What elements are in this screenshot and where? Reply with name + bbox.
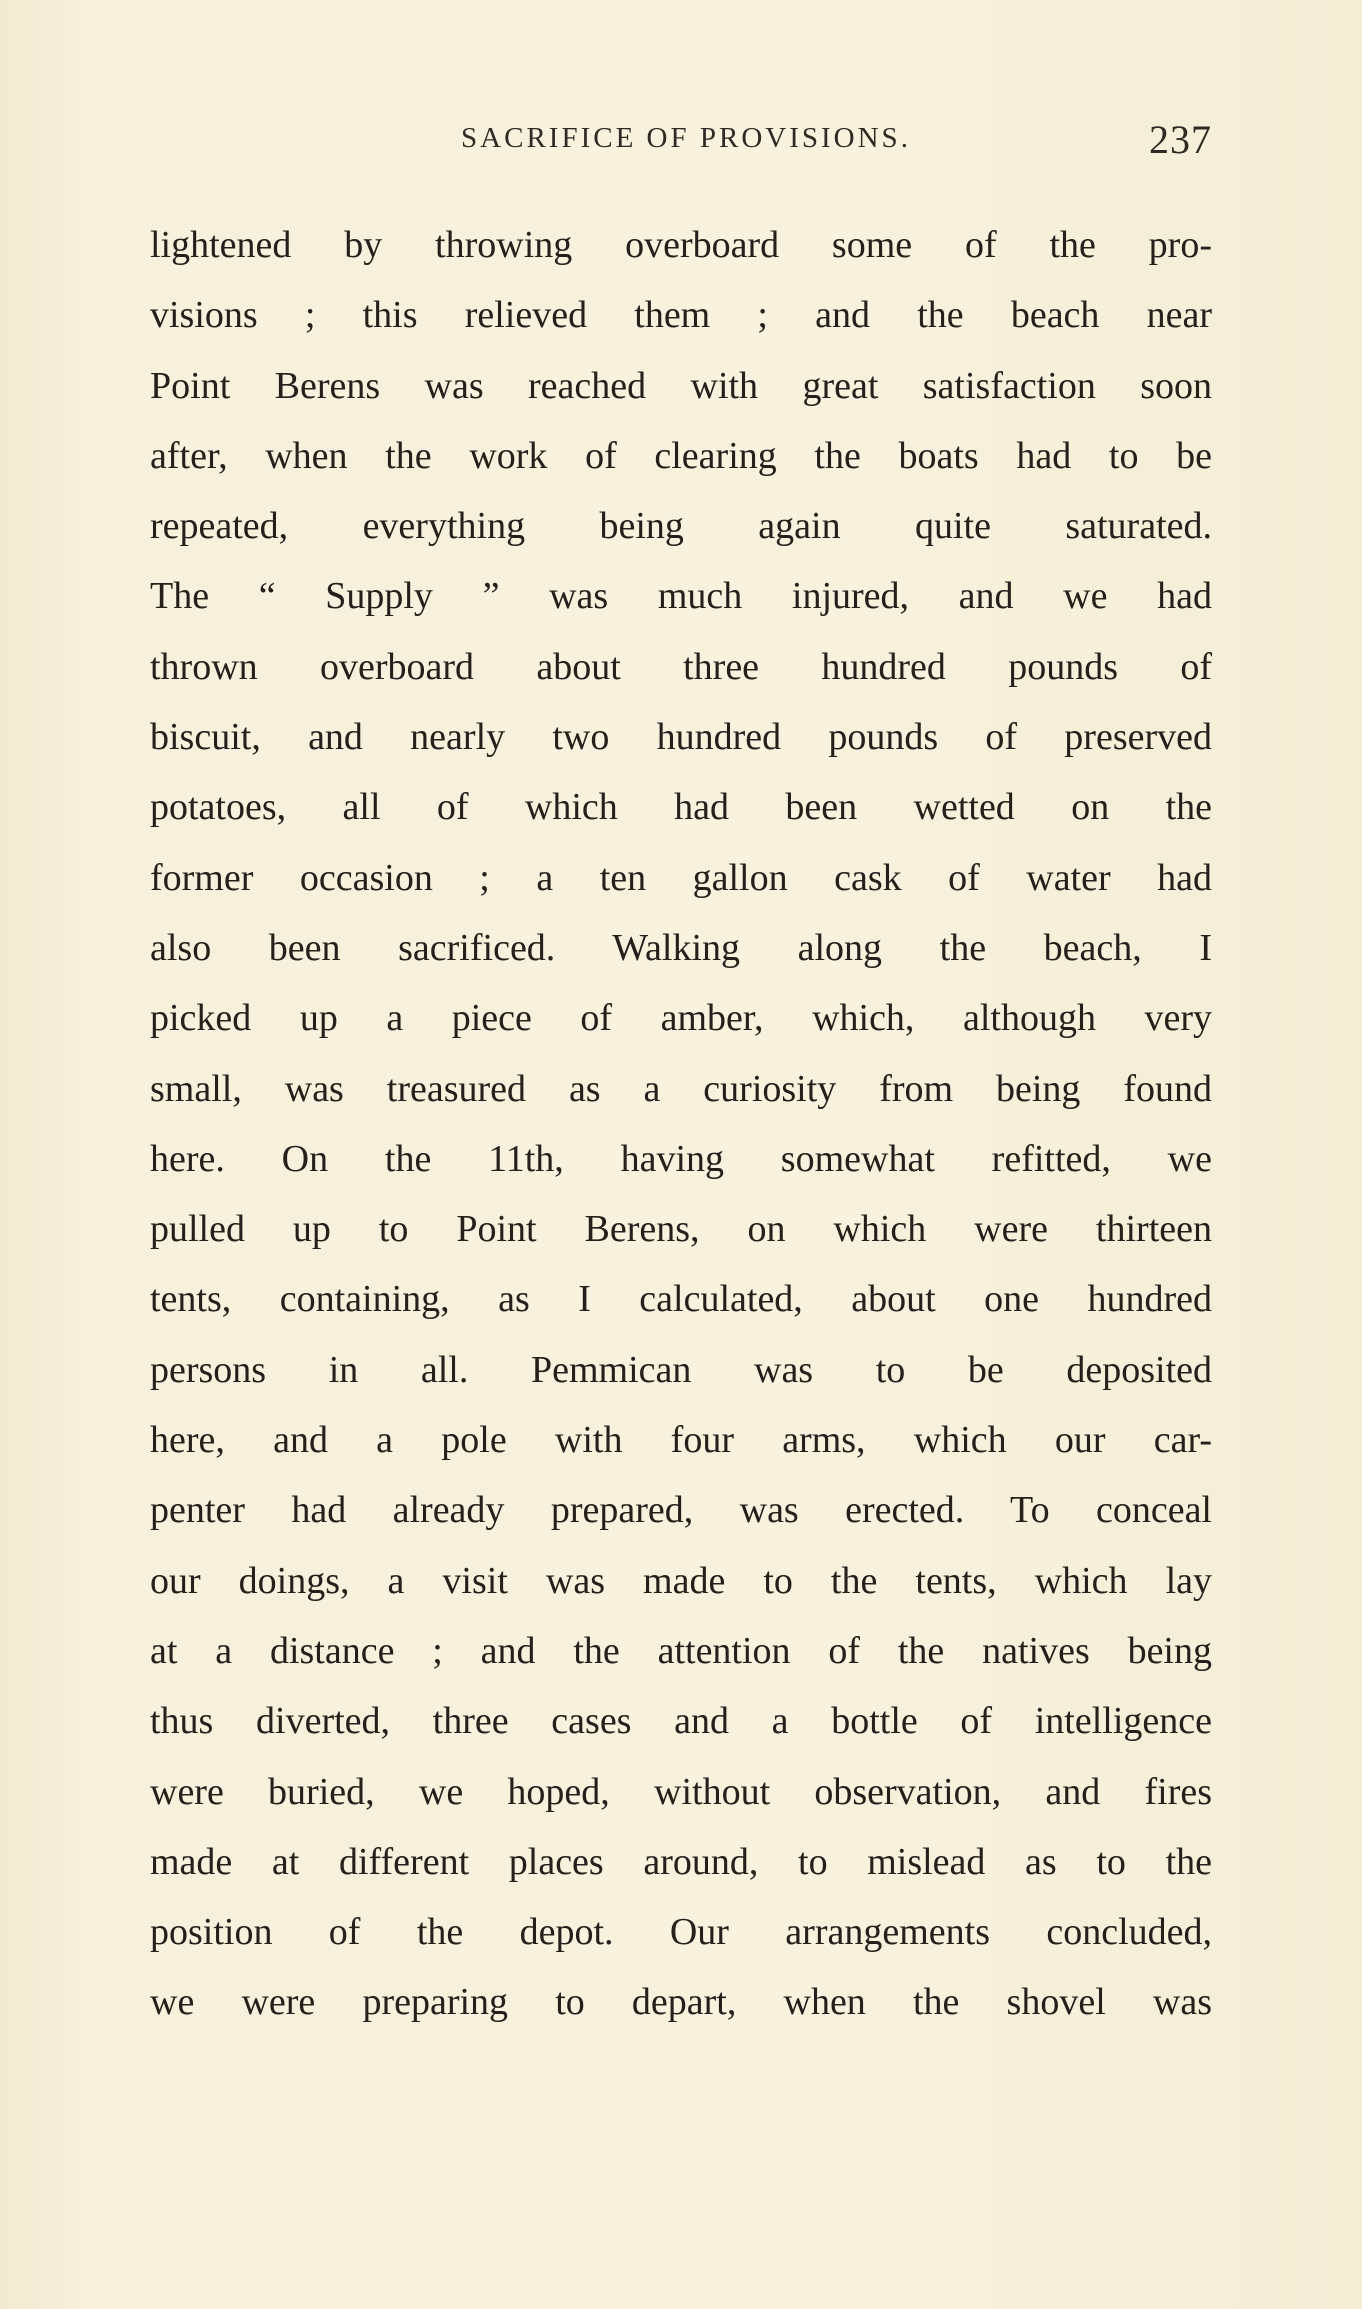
text-line: at a distance ; and the attention of the natives being bbox=[150, 1629, 1212, 1672]
text-line: biscuit, and nearly two hundred pounds of preserved bbox=[150, 716, 1212, 759]
text-line: after, when the work of clearing the boats had to be bbox=[150, 434, 1212, 477]
text-line: here. On the 11th, having somewhat refitted, we bbox=[150, 1137, 1212, 1180]
text-line: pulled up to Point Berens, on which were thirteen bbox=[150, 1208, 1212, 1251]
text-line: potatoes, all of which had been wetted on the bbox=[150, 786, 1212, 829]
text-line: picked up a piece of amber, which, although very bbox=[150, 997, 1212, 1040]
running-head bbox=[150, 117, 1212, 172]
text-line: repeated, everything being again quite saturated. bbox=[150, 505, 1212, 548]
text-line: here, and a pole with four arms, which our car- bbox=[150, 1419, 1212, 1462]
text-line: were buried, we hoped, without observation, and fires bbox=[150, 1770, 1212, 1813]
text-line: former occasion ; a ten gallon cask of water had bbox=[150, 856, 1212, 899]
text-line: tents, containing, as I calculated, about one hundred bbox=[150, 1278, 1212, 1321]
body-text bbox=[150, 210, 1212, 2038]
text-line: our doings, a visit was made to the tents, which lay bbox=[150, 1559, 1212, 1602]
running-title: SACRIFICE OF PROVISIONS. bbox=[461, 122, 911, 154]
page-number: 237 bbox=[1149, 117, 1212, 162]
text-line: The “ Supply ” was much injured, and we had bbox=[150, 575, 1212, 618]
text-line: penter had already prepared, was erected. To conceal bbox=[150, 1489, 1212, 1532]
text-line: also been sacrificed. Walking along the beach, I bbox=[150, 926, 1212, 969]
text-line: visions ; this relieved them ; and the beach near bbox=[150, 294, 1212, 337]
text-line: small, was treasured as a curiosity from being found bbox=[150, 1067, 1212, 1110]
text-line: we were preparing to depart, when the shovel was bbox=[150, 1981, 1212, 2024]
text-line: lightened by throwing overboard some of the pro- bbox=[150, 224, 1212, 266]
text-line: thus diverted, three cases and a bottle of intelligence bbox=[150, 1700, 1212, 1743]
text-line: Point Berens was reached with great satisfaction soon bbox=[150, 364, 1212, 407]
text-line: persons in all. Pemmican was to be deposited bbox=[150, 1348, 1212, 1391]
text-line: made at different places around, to mislead as to the bbox=[150, 1840, 1212, 1883]
text-line: thrown overboard about three hundred pounds of bbox=[150, 645, 1212, 688]
text-line: position of the depot. Our arrangements concluded, bbox=[150, 1911, 1212, 1954]
